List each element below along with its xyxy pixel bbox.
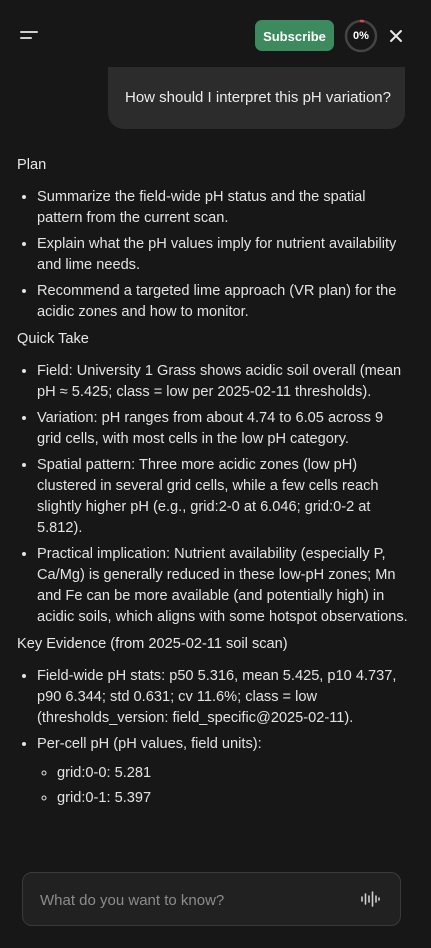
list-item: • Recommend a targeted lime approach (VR plan) for the acidic zones and how to monitor. — [37, 280, 409, 323]
quick-take-list — [17, 360, 409, 628]
key-evidence-list — [17, 665, 409, 809]
assistant-response — [17, 155, 409, 815]
close-icon[interactable] — [387, 27, 405, 45]
section-heading: Key Evidence (from 2025-02-11 soil scan) — [17, 636, 288, 652]
voice-waveform-icon[interactable] — [360, 889, 380, 909]
subscribe-button[interactable]: Subscribe — [255, 20, 334, 51]
section-heading: Plan — [17, 157, 47, 173]
list-item — [37, 733, 409, 809]
list-item: • Explain what the pH values imply for nutrient availability and lime needs. — [37, 233, 409, 276]
menu-icon[interactable] — [20, 28, 40, 44]
per-cell-ph-list — [37, 763, 409, 809]
section-heading: Quick Take — [17, 331, 89, 347]
progress-percent: 0% — [353, 30, 369, 42]
chat-input[interactable] — [38, 873, 342, 927]
list-item: • Field-wide pH stats: p50 5.316, mean 5.425, p10 4.737, p90 6.344; std 0.631; cv 11.6%; class = low (thresholds_version: field_specific@2025-02-11). — [37, 665, 409, 729]
list-item: ◦ grid:0-0: 5.281 — [57, 763, 409, 784]
list-item: • Variation: pH ranges from about 4.74 to 6.05 across 9 grid cells, with most cells in the low pH category. — [37, 407, 409, 450]
list-item: ◦ grid:0-1: 5.397 — [57, 788, 409, 809]
top-bar — [0, 0, 431, 72]
chat-composer — [22, 872, 401, 926]
list-item: • Summarize the field-wide pH status and the spatial pattern from the current scan. — [37, 186, 409, 229]
list-item: • Spatial pattern: Three more acidic zones (low pH) clustered in several grid cells, while a few cells reach slightly higher pH (e.g., grid:2-0 at 6.046; grid:0-2 at 5.812). — [37, 454, 409, 539]
usage-progress-indicator[interactable] — [344, 19, 378, 53]
list-item: • Practical implication: Nutrient availability (especially P, Ca/Mg) is generally reduced in these low-pH zones; Mn and Fe can be more available (and potentially high) in acidic soils, which aligns with some hotspot observations. — [37, 543, 409, 628]
user-message-bubble: How should I interpret this pH variation? — [108, 67, 405, 129]
plan-list — [17, 186, 409, 323]
list-item-text: Per-cell pH (pH values, field units): — [37, 736, 262, 752]
list-item: • Field: University 1 Grass shows acidic soil overall (mean pH ≈ 5.425; class = low per 2025-02-11 thresholds). — [37, 360, 409, 403]
